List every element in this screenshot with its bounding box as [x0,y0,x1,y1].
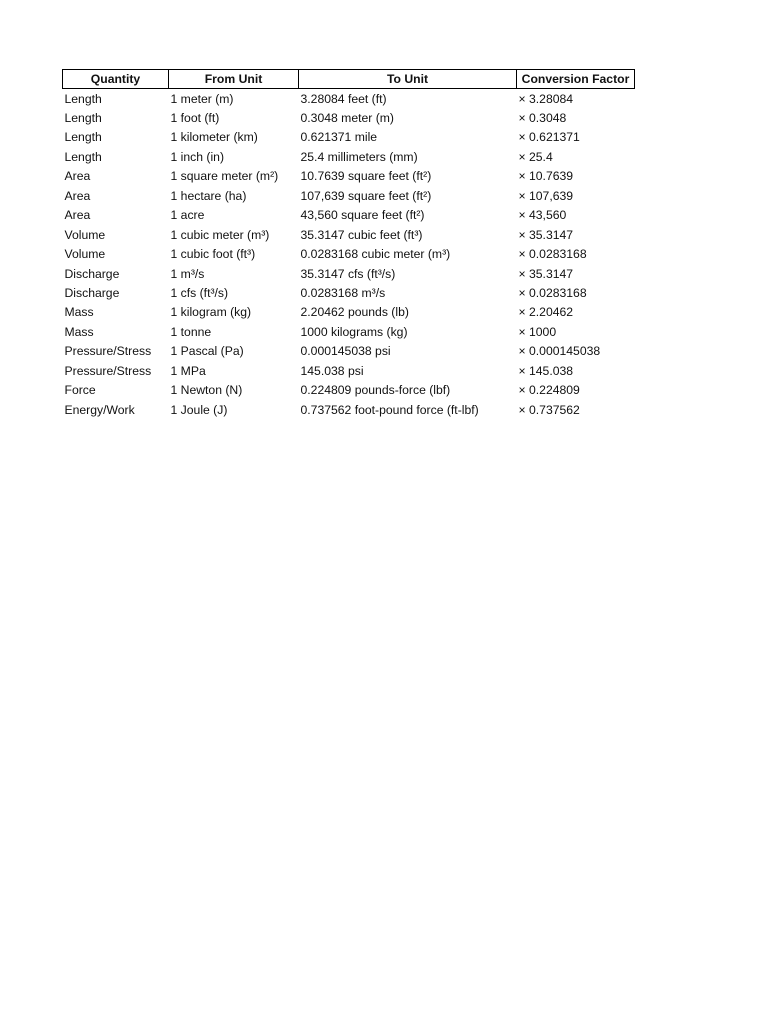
header-row [63,70,635,89]
cell-to-unit: 0.3048 meter (m) [300,111,394,126]
table-header [63,70,635,89]
header-conversion-factor: Conversion Factor [517,70,635,89]
cell-conversion-factor: × 145.038 [518,363,574,378]
cell-quantity: Length [64,130,102,145]
cell-quantity: Length [64,149,102,164]
table-row [63,303,635,322]
cell-quantity: Length [64,91,102,106]
cell-conversion-factor: × 0.224809 [518,383,580,398]
cell-from-unit: 1 m³/s [170,266,205,281]
cell-conversion-factor: × 0.737562 [518,402,580,417]
cell-quantity: Length [64,111,102,126]
table-row [63,400,635,419]
cell-quantity: Mass [64,324,94,339]
cell-conversion-factor: × 10.7639 [518,169,574,184]
cell-from-unit: 1 cubic foot (ft³) [170,247,256,262]
table-row [63,128,635,147]
cell-from-unit: 1 Joule (J) [170,402,228,417]
cell-from-unit: 1 acre [170,208,205,223]
cell-quantity: Volume [64,227,106,242]
cell-from-unit: 1 cfs (ft³/s) [170,285,229,300]
cell-to-unit: 1000 kilograms (kg) [300,324,408,339]
cell-from-unit: 1 hectare (ha) [170,188,247,203]
cell-quantity: Mass [64,305,94,320]
table-body [63,89,635,420]
cell-from-unit: 1 meter (m) [170,91,234,106]
cell-quantity: Discharge [64,285,120,300]
cell-to-unit: 35.3147 cfs (ft³/s) [300,266,396,281]
table-row [63,283,635,302]
cell-to-unit: 3.28084 feet (ft) [300,91,387,106]
cell-quantity: Energy/Work [64,402,135,417]
cell-conversion-factor: × 0.621371 [518,130,580,145]
cell-quantity: Discharge [64,266,120,281]
table-row [63,245,635,264]
unit-conversion-table [62,69,635,419]
cell-quantity: Force [64,383,96,398]
cell-conversion-factor: × 0.3048 [518,111,567,126]
cell-from-unit: 1 Newton (N) [170,383,243,398]
cell-from-unit: 1 inch (in) [170,149,225,164]
table-row [63,361,635,380]
cell-to-unit: 0.0283168 m³/s [300,285,386,300]
cell-to-unit: 35.3147 cubic feet (ft³) [300,227,423,242]
cell-from-unit: 1 Pascal (Pa) [170,344,244,359]
table-row [63,167,635,186]
cell-from-unit: 1 square meter (m²) [170,169,279,184]
conversion-table-container [62,69,635,419]
cell-to-unit: 0.737562 foot-pound force (ft-lbf) [300,402,479,417]
table-row [63,264,635,283]
table-row [63,108,635,127]
header-from-unit: From Unit [169,70,299,89]
cell-quantity: Area [64,169,91,184]
cell-from-unit: 1 kilogram (kg) [170,305,252,320]
cell-conversion-factor: × 0.0283168 [518,247,587,262]
cell-from-unit: 1 foot (ft) [170,111,220,126]
cell-from-unit: 1 cubic meter (m³) [170,227,270,242]
cell-conversion-factor: × 107,639 [518,188,574,203]
cell-quantity: Volume [64,247,106,262]
cell-from-unit: 1 tonne [170,324,212,339]
cell-from-unit: 1 MPa [170,363,206,378]
cell-conversion-factor: × 35.3147 [518,266,574,281]
cell-conversion-factor: × 1000 [518,324,557,339]
cell-quantity: Pressure/Stress [64,344,152,359]
table-row [63,147,635,166]
cell-conversion-factor: × 2.20462 [518,305,574,320]
cell-conversion-factor: × 43,560 [518,208,567,223]
cell-to-unit: 43,560 square feet (ft²) [300,208,425,223]
table-row [63,186,635,205]
cell-to-unit: 2.20462 pounds (lb) [300,305,409,320]
cell-to-unit: 107,639 square feet (ft²) [300,188,432,203]
header-to-unit: To Unit [299,70,517,89]
table-row [63,322,635,341]
header-quantity: Quantity [63,70,169,89]
cell-conversion-factor: × 0.0283168 [518,285,587,300]
cell-from-unit: 1 kilometer (km) [170,130,258,145]
cell-to-unit: 145.038 psi [300,363,364,378]
cell-quantity: Area [64,208,91,223]
cell-conversion-factor: × 25.4 [518,149,553,164]
cell-to-unit: 0.224809 pounds-force (lbf) [300,383,451,398]
cell-quantity: Pressure/Stress [64,363,152,378]
cell-to-unit: 10.7639 square feet (ft²) [300,169,432,184]
cell-to-unit: 0.000145038 psi [300,344,391,359]
table-row [63,381,635,400]
cell-to-unit: 0.621371 mile [300,130,378,145]
table-row [63,206,635,225]
table-row [63,342,635,361]
cell-to-unit: 0.0283168 cubic meter (m³) [300,247,451,262]
cell-conversion-factor: × 35.3147 [518,227,574,242]
table-row [63,225,635,244]
cell-conversion-factor: × 3.28084 [518,91,574,106]
cell-conversion-factor: × 0.000145038 [518,344,601,359]
cell-quantity: Area [64,188,91,203]
cell-to-unit: 25.4 millimeters (mm) [300,149,418,164]
table-row [63,89,635,109]
